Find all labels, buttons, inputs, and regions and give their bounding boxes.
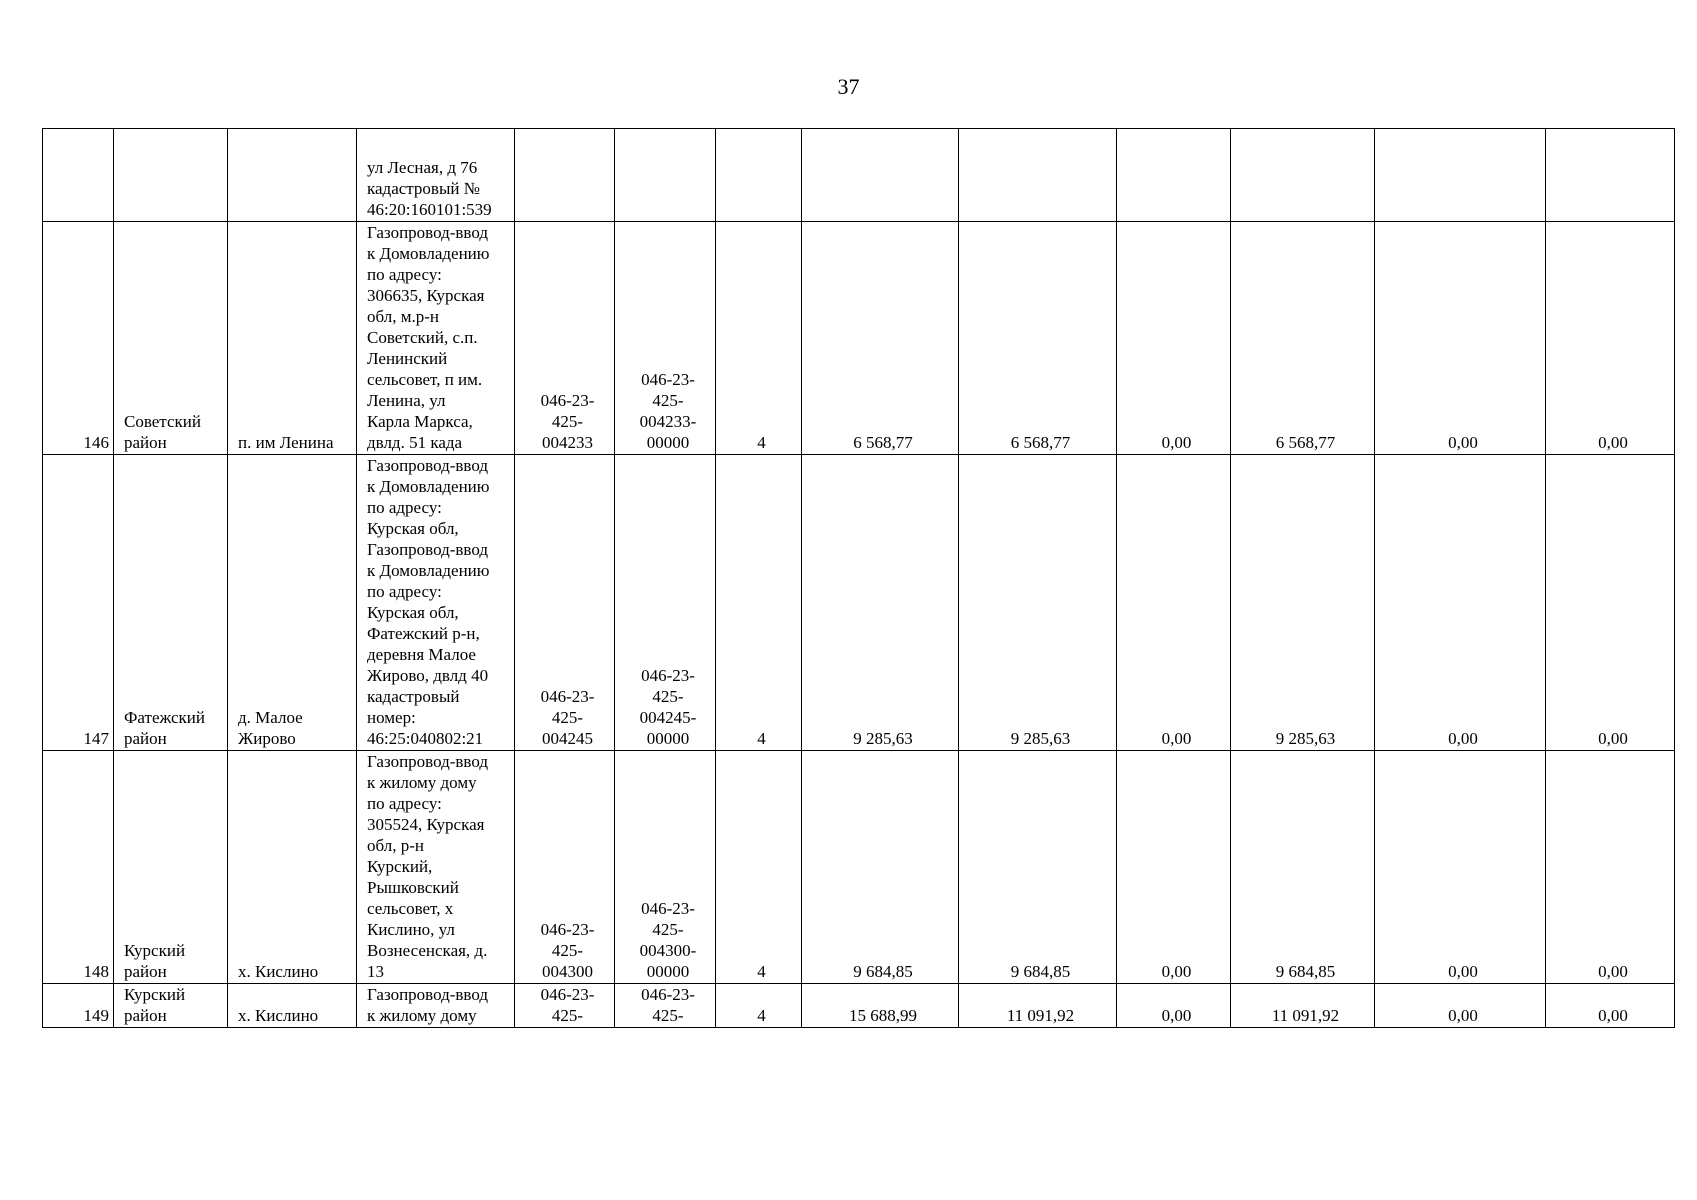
cell-v4: 9 285,63 — [1231, 455, 1375, 751]
cell-address — [357, 129, 515, 222]
address-line: Газопровод-ввод — [367, 223, 488, 242]
cell-locality — [228, 222, 357, 455]
full-code-line: 046-23- — [641, 370, 695, 389]
code-line: 425- — [551, 412, 584, 431]
cell-full-code — [615, 222, 716, 455]
cell-num — [43, 129, 114, 222]
address-line: к Домовладению — [367, 244, 490, 263]
district-line: Курский — [124, 985, 186, 1004]
cell-code — [515, 129, 615, 222]
address-line: сельсовет, х — [367, 899, 454, 918]
district-line: Советский — [124, 412, 201, 431]
address-line: к Домовладению — [367, 561, 490, 580]
table-row — [43, 751, 1675, 984]
row-number: 147 — [43, 455, 114, 751]
address-line: Ленинский — [367, 349, 448, 368]
row-number: 146 — [43, 222, 114, 455]
cell-full-code — [615, 984, 716, 1028]
district-line: район — [124, 962, 167, 981]
full-code-line: 425- — [652, 687, 684, 706]
cell-v3: 0,00 — [1117, 222, 1231, 455]
full-code-line: 046-23- — [641, 666, 695, 685]
address-line: по адресу: — [367, 794, 442, 813]
cell-v2: 9 684,85 — [959, 751, 1117, 984]
address-line: Фатежский р-н, — [367, 624, 480, 643]
cell-v1 — [802, 129, 959, 222]
row-number: 148 — [43, 751, 114, 984]
cell-v5 — [1375, 129, 1546, 222]
full-code-line: 004300- — [639, 941, 697, 960]
cell-count — [716, 129, 802, 222]
address-line: по адресу: — [367, 265, 442, 284]
address-line: обл, м.р-н — [367, 307, 439, 326]
district-line: Фатежский — [124, 708, 205, 727]
code-line: 004245 — [542, 729, 593, 748]
locality-line: х. Кислино — [238, 962, 319, 981]
address-line: к жилому дому — [367, 773, 477, 792]
full-code-line: 425- — [652, 920, 684, 939]
address-line: 46:20:160101:539 — [367, 200, 492, 219]
cell-v3: 0,00 — [1117, 751, 1231, 984]
address-line: Вознесенская, д. — [367, 941, 488, 960]
cell-v5: 0,00 — [1375, 984, 1546, 1028]
address-line: сельсовет, п им. — [367, 370, 483, 389]
full-code-line: 046-23- — [641, 985, 695, 1004]
cell-v2: 11 091,92 — [959, 984, 1117, 1028]
address-line: Кислино, ул — [367, 920, 455, 939]
address-line: по адресу: — [367, 498, 442, 517]
cell-v5: 0,00 — [1375, 455, 1546, 751]
cell-code — [515, 222, 615, 455]
cell-v1: 15 688,99 — [802, 984, 959, 1028]
cell-address — [357, 455, 515, 751]
cell-v2 — [959, 129, 1117, 222]
cell-v6: 0,00 — [1546, 984, 1675, 1028]
district-line: район — [124, 1006, 167, 1025]
address-line: Жирово, двлд 40 — [367, 666, 489, 685]
cell-count: 4 — [716, 455, 802, 751]
code-line: 046-23- — [540, 920, 595, 939]
address-line: деревня Малое — [367, 645, 476, 664]
cell-v3: 0,00 — [1117, 455, 1231, 751]
address-line: номер: — [367, 708, 416, 727]
cell-locality — [228, 751, 357, 984]
address-line: обл, р-н — [367, 836, 424, 855]
address-line: 46:25:040802:21 — [367, 729, 484, 748]
data-table — [42, 128, 1675, 1028]
address-line: 13 — [367, 962, 384, 981]
cell-full-code — [615, 455, 716, 751]
cell-count: 4 — [716, 751, 802, 984]
cell-code — [515, 751, 615, 984]
full-code-line: 425- — [652, 1006, 684, 1025]
address-line: Советский, с.п. — [367, 328, 478, 347]
code-line: 004300 — [542, 962, 593, 981]
code-line: 425- — [551, 1006, 584, 1025]
cell-v1: 6 568,77 — [802, 222, 959, 455]
cell-count: 4 — [716, 222, 802, 455]
cell-v4 — [1231, 129, 1375, 222]
address-line: Карла Маркса, — [367, 412, 473, 431]
address-line: Курский, — [367, 857, 433, 876]
address-line: 306635, Курская — [367, 286, 485, 305]
code-line: 425- — [551, 941, 584, 960]
cell-v6: 0,00 — [1546, 455, 1675, 751]
cell-district — [114, 984, 228, 1028]
cell-code — [515, 984, 615, 1028]
locality-line: п. им Ленина — [238, 433, 334, 452]
address-line: кадастровый — [367, 687, 460, 706]
cell-v4: 9 684,85 — [1231, 751, 1375, 984]
locality-line: д. Малое — [238, 708, 303, 727]
district-line: Курский — [124, 941, 186, 960]
address-line: Курская обл, — [367, 519, 459, 538]
address-line: Ленина, ул — [367, 391, 446, 410]
full-code-line: 046-23- — [641, 899, 695, 918]
cell-locality — [228, 129, 357, 222]
address-line: Газопровод-ввод — [367, 540, 488, 559]
address-line: по адресу: — [367, 582, 442, 601]
table-row — [43, 984, 1675, 1028]
address-line: Газопровод-ввод — [367, 456, 488, 475]
cell-v6: 0,00 — [1546, 222, 1675, 455]
code-line: 046-23- — [540, 391, 595, 410]
cell-v6: 0,00 — [1546, 751, 1675, 984]
page-number: 37 — [837, 74, 860, 99]
address-line: 305524, Курская — [367, 815, 485, 834]
cell-v4: 11 091,92 — [1231, 984, 1375, 1028]
code-line: 046-23- — [540, 985, 595, 1004]
address-line: Курская обл, — [367, 603, 459, 622]
full-code-line: 00000 — [646, 962, 690, 981]
locality-line: х. Кислино — [238, 1006, 319, 1025]
address-line: кадастровый № — [367, 179, 480, 198]
cell-locality — [228, 455, 357, 751]
table-row — [43, 222, 1675, 455]
code-line: 425- — [551, 708, 584, 727]
district-line: район — [124, 729, 167, 748]
cell-v5: 0,00 — [1375, 751, 1546, 984]
code-line: 004233 — [542, 433, 593, 452]
cell-district — [114, 129, 228, 222]
cell-address — [357, 222, 515, 455]
cell-full-code — [615, 751, 716, 984]
cell-district — [114, 751, 228, 984]
cell-v3 — [1117, 129, 1231, 222]
address-line: двлд. 51 када — [367, 433, 463, 452]
cell-v3: 0,00 — [1117, 984, 1231, 1028]
address-line: Газопровод-ввод — [367, 752, 488, 771]
table-row — [43, 455, 1675, 751]
address-line: Рышковский — [367, 878, 459, 897]
code-line: 046-23- — [540, 687, 595, 706]
full-code-line: 00000 — [646, 729, 690, 748]
cell-full-code — [615, 129, 716, 222]
cell-v1: 9 684,85 — [802, 751, 959, 984]
cell-v2: 6 568,77 — [959, 222, 1117, 455]
row-number: 149 — [43, 984, 114, 1028]
locality-line: Жирово — [238, 729, 296, 748]
address-line: Газопровод-ввод — [367, 985, 488, 1004]
full-code-line: 004233- — [639, 412, 697, 431]
full-code-line: 004245- — [639, 708, 697, 727]
cell-v2: 9 285,63 — [959, 455, 1117, 751]
full-code-line: 00000 — [646, 433, 690, 452]
cell-locality — [228, 984, 357, 1028]
cell-district — [114, 455, 228, 751]
table-row-continuation — [43, 129, 1675, 222]
address-line: к жилому дому — [367, 1006, 477, 1025]
cell-address — [357, 984, 515, 1028]
address-line: ул Лесная, д 76 — [367, 158, 478, 177]
full-code-line: 425- — [652, 391, 684, 410]
cell-district — [114, 222, 228, 455]
cell-count: 4 — [716, 984, 802, 1028]
district-line: район — [124, 433, 167, 452]
cell-code — [515, 455, 615, 751]
cell-v1: 9 285,63 — [802, 455, 959, 751]
cell-v5: 0,00 — [1375, 222, 1546, 455]
cell-address — [357, 751, 515, 984]
cell-v6 — [1546, 129, 1675, 222]
cell-v4: 6 568,77 — [1231, 222, 1375, 455]
address-line: к Домовладению — [367, 477, 490, 496]
